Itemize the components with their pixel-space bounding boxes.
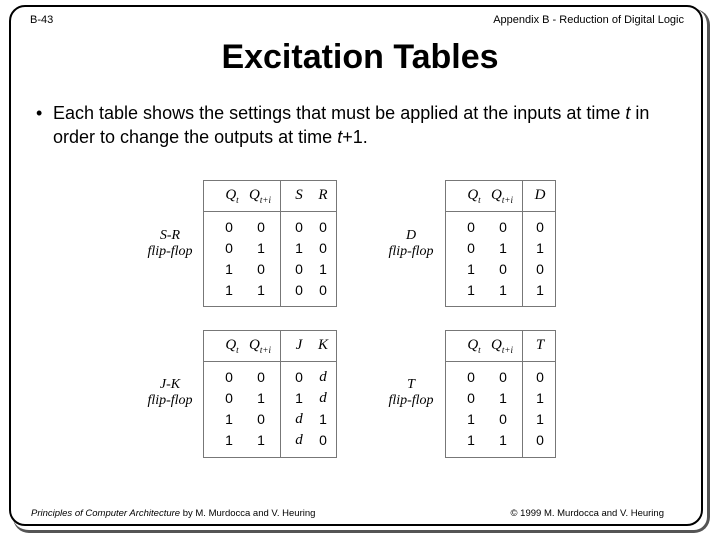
table-cell: 1 <box>319 261 327 277</box>
table-cell: 0 <box>257 369 265 385</box>
jk-label-line2: flip-flop <box>147 393 193 408</box>
table-cell: 1 <box>467 282 475 298</box>
table-cell: 1 <box>536 282 544 298</box>
jk-excitation-table <box>203 330 337 458</box>
table-cell: 0 <box>536 369 544 385</box>
header-q-t: $Q_t$ <box>467 337 481 355</box>
header-q-t: $Q_t$ <box>467 187 481 205</box>
table-cell: d <box>295 411 303 427</box>
bullet-text-part2: in order to change the outputs at time <box>53 103 650 147</box>
table-cell: 1 <box>467 261 475 277</box>
table-cell: 0 <box>257 261 265 277</box>
table-cell: 0 <box>467 390 475 406</box>
table-cell: 1 <box>536 240 544 256</box>
table-cell: 0 <box>499 369 507 385</box>
table-cell: 0 <box>499 411 507 427</box>
table-cell: 1 <box>536 411 544 427</box>
table-cell: 1 <box>499 432 507 448</box>
header-q-t: $Q_t$ <box>225 337 239 355</box>
table-cell: 1 <box>225 282 233 298</box>
table-cell: 0 <box>467 369 475 385</box>
header-q-next: $Q_{t+i}$ <box>491 337 513 355</box>
header-input-r: R <box>318 187 328 203</box>
d-excitation-table <box>445 180 556 307</box>
page-title: Excitation Tables <box>221 38 499 76</box>
table-cell: 0 <box>499 261 507 277</box>
table-cell: 1 <box>257 432 265 448</box>
bullet-var-t: t <box>625 103 631 123</box>
header-q-t: $Q_t$ <box>225 187 239 205</box>
sr-excitation-table <box>203 180 337 307</box>
table-cell: 0 <box>467 219 475 235</box>
table-cell: 0 <box>295 369 303 385</box>
table-cell: 0 <box>225 240 233 256</box>
table-cell: d <box>319 390 327 406</box>
table-cell: 0 <box>319 282 327 298</box>
table-cell: 1 <box>295 390 303 406</box>
table-cell: 0 <box>319 432 327 448</box>
footer-copyright: © 1999 M. Murdocca and V. Heuring <box>510 508 664 519</box>
appendix-header: Appendix B - Reduction of Digital Logic <box>493 14 684 26</box>
table-cell: 0 <box>467 240 475 256</box>
table-cell: 0 <box>295 261 303 277</box>
header-q-next: $Q_{t+i}$ <box>249 337 271 355</box>
bullet-text-part3: +1. <box>342 127 368 147</box>
table-cell: 0 <box>536 261 544 277</box>
table-cell: 1 <box>257 282 265 298</box>
table-cell: 1 <box>499 390 507 406</box>
header-input-k: K <box>317 337 328 353</box>
t-excitation-table <box>445 330 556 458</box>
table-cell: 0 <box>536 432 544 448</box>
table-cell: d <box>319 369 327 385</box>
slide-frame <box>9 5 703 526</box>
header-input-t: T <box>535 337 545 353</box>
table-cell: 0 <box>257 219 265 235</box>
table-cell: 1 <box>499 240 507 256</box>
bullet-text-part1: Each table shows the settings that must be applied at the inputs at time <box>53 103 626 123</box>
bullet-var-t2: t <box>337 127 343 147</box>
footer-authors: by M. Murdocca and V. Heuring <box>180 508 316 519</box>
header-input-j: J <box>295 337 303 353</box>
table-cell: 1 <box>225 432 233 448</box>
table-cell: 1 <box>467 411 475 427</box>
jk-label <box>135 377 205 409</box>
sr-label-line1: S-R <box>159 228 181 243</box>
table-cell: 0 <box>536 219 544 235</box>
header-q-next: $Q_{t+i}$ <box>491 187 513 205</box>
table-cell: 0 <box>319 219 327 235</box>
table-cell: 1 <box>295 240 303 256</box>
d-label <box>376 228 446 260</box>
table-cell: 0 <box>319 240 327 256</box>
footer-book-title: Principles of Computer Architecture <box>31 508 181 519</box>
table-cell: 0 <box>499 219 507 235</box>
sr-label <box>135 228 205 260</box>
jk-label-line1: J-K <box>159 377 181 392</box>
d-label-line2: flip-flop <box>388 244 434 259</box>
table-cell: 0 <box>295 282 303 298</box>
table-cell: 0 <box>225 369 233 385</box>
table-cell: 0 <box>225 390 233 406</box>
footer-citation <box>31 508 315 519</box>
table-cell: 1 <box>319 411 327 427</box>
header-q-next: $Q_{t+i}$ <box>249 187 271 205</box>
header-input-s: S <box>295 187 303 203</box>
bullet-icon: • <box>36 103 43 123</box>
d-label-line1: D <box>405 228 417 243</box>
table-cell: 1 <box>257 240 265 256</box>
table-cell: 1 <box>499 282 507 298</box>
table-cell: 1 <box>225 411 233 427</box>
slide-number: B-43 <box>30 14 54 26</box>
header-input-d: D <box>534 187 546 203</box>
table-cell: 1 <box>467 432 475 448</box>
table-cell: 0 <box>257 411 265 427</box>
table-cell: 1 <box>257 390 265 406</box>
table-cell: 0 <box>295 219 303 235</box>
t-label <box>376 377 446 409</box>
t-label-line2: flip-flop <box>388 393 434 408</box>
t-label-line1: T <box>407 377 415 392</box>
table-cell: 0 <box>225 219 233 235</box>
table-cell: d <box>295 432 303 448</box>
bullet-text <box>53 101 673 149</box>
table-cell: 1 <box>225 261 233 277</box>
sr-label-line2: flip-flop <box>147 244 193 259</box>
table-cell: 1 <box>536 390 544 406</box>
